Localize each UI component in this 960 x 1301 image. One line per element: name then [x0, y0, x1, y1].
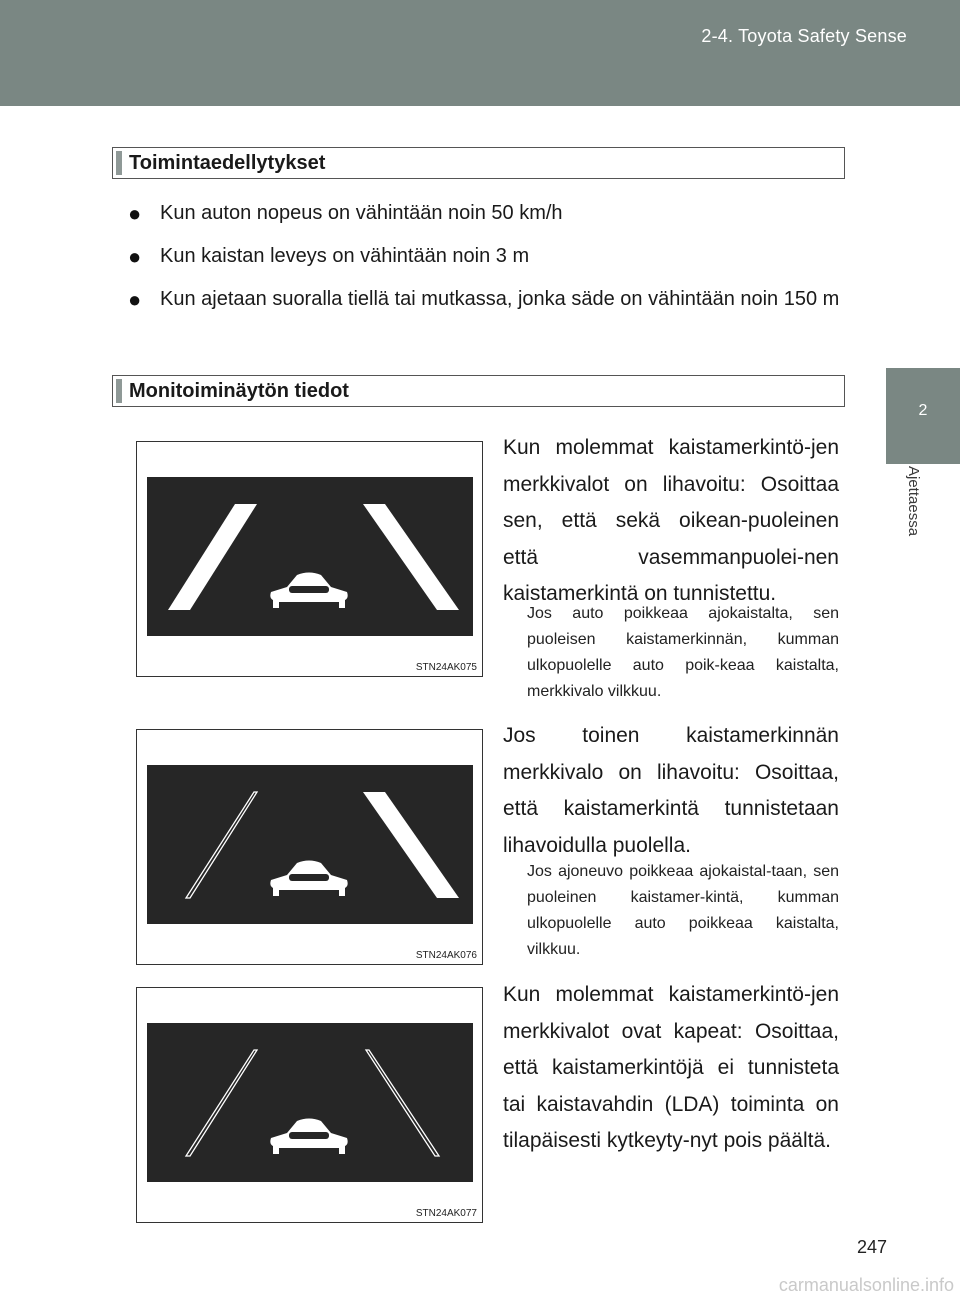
- figure-code: STN24AK077: [415, 1208, 477, 1219]
- chapter-number: 2: [918, 402, 928, 419]
- bullet-icon: ●: [128, 244, 142, 269]
- lane-display-figure: [136, 987, 483, 1223]
- condition-item: [128, 195, 840, 232]
- figure-description: Kun molemmat kaistamerkintö-jen merkkivalot on lihavoitu: Osoittaa sen, että sekä oikean-puoleinen että vasemmanpuolei-nen kaistamerkintä on tunnistettu.: [503, 436, 839, 605]
- chapter-tab[interactable]: [886, 368, 960, 464]
- condition-text: Kun kaistan leveys on vähintään noin 3 m: [160, 245, 530, 267]
- condition-text: Kun ajetaan suoralla tiellä tai mutkassa, jonka säde on vähintään noin 150 m: [160, 288, 840, 310]
- section-title: 2-4. Toyota Safety Sense: [701, 26, 907, 46]
- display-screen: [147, 477, 473, 636]
- display-heading: Monitoiminäytön tiedot: [112, 375, 845, 407]
- watermark: carmanualsonline.info: [778, 1275, 954, 1295]
- conditions-heading: Toimintaedellytykset: [112, 147, 845, 179]
- chapter-label: Ajettaessa: [905, 466, 922, 537]
- lane-display-image: [137, 988, 482, 1222]
- lane-display-image: [137, 730, 482, 964]
- condition-item: [128, 281, 840, 318]
- figure-code: STN24AK075: [415, 662, 477, 673]
- figure-note: Jos auto poikkeaa ajokaistalta, sen puoleisen kaistamerkinnän, kumman ulkopuolelle auto poik-keaa kaistalta, merkkivalo vilkkuu.: [527, 605, 839, 700]
- lane-display-figure: [136, 729, 483, 965]
- figure-description: Kun molemmat kaistamerkintö-jen merkkivalot ovat kapeat: Osoittaa, että kaistamerkintöjä ei tunnisteta tai kaistavahdin (LDA) toiminta on tilapäisesti kytkeyty-nyt pois päältä.: [503, 983, 839, 1152]
- header-bar: [0, 0, 960, 106]
- bullet-icon: ●: [128, 201, 142, 226]
- figure-description: Jos toinen kaistamerkinnän merkkivalo on lihavoitu: Osoittaa, että kaistamerkintä tunnistetaan lihavoidulla puolella.: [503, 724, 839, 857]
- figure-code: STN24AK076: [415, 950, 477, 961]
- bullet-icon: ●: [128, 287, 142, 312]
- page-number: 247: [856, 1237, 887, 1257]
- display-screen: [147, 765, 473, 924]
- lane-display-image: [137, 442, 482, 676]
- figure-note: Jos ajoneuvo poikkeaa ajokaistal-taan, sen puoleinen kaistamer-kintä, kumman ulkopuolelle auto poikkeaa kaistalta, vilkkuu.: [527, 863, 839, 958]
- lane-display-figure: [136, 441, 483, 677]
- condition-text: Kun auton nopeus on vähintään noin 50 km/h: [160, 202, 563, 224]
- condition-item: [128, 238, 840, 275]
- display-screen: [147, 1023, 473, 1182]
